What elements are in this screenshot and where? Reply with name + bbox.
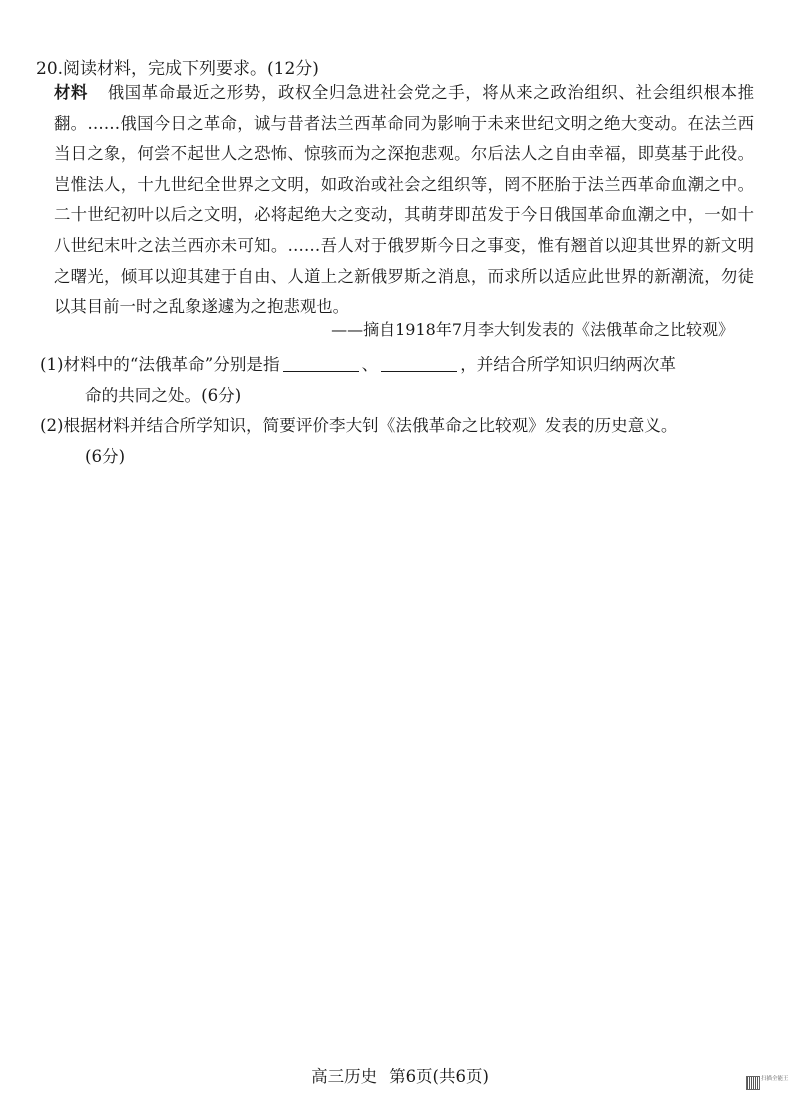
footer-subject: 高三历史	[311, 1067, 378, 1086]
page-footer	[0, 1066, 800, 1088]
sub-question-2-text: (2)根据材料并结合所学知识，简要评价李大钊《法俄革命之比较观》发表的历史意义。	[40, 416, 678, 435]
material-label: 材料	[54, 83, 89, 102]
material-text: 俄国革命最近之形势，政权全归急进社会党之手，将从来之政治组织、社会组织根本推翻。……俄国今日之革命，诚与昔者法兰西革命同为影响于未来世纪文明之绝大变动。在法兰西当日之象，何尝不起世人之恐怖、惊骇而为之深抱悲观。尔后法人之自由幸福，即莫基于此役。岂惟法人，十九世纪全世界之文明，如政治或社会之组织等，罔不胚胎于法兰西革命血潮之中。二十世纪初叶以后之文明，必将起绝大之变动，其萌芽即茁发于今日俄国革命血潮之中，一如十八世纪末叶之法兰西亦未可知。……吾人对于俄罗斯今日之事变，惟有翘首以迎其世界的新文明之曙光，倾耳以迎其建于自由、人道上之新俄罗斯之消息，而求所以适应此世界的新潮流，勿徒以其目前一时之乱象遂遽为之抱悲观也。	[54, 83, 755, 317]
scanner-qr-icon	[746, 1076, 760, 1090]
sub-question-1-separator: 、	[361, 355, 379, 374]
sub-question-2-score: (6分)	[85, 447, 126, 466]
material-paragraph	[54, 78, 754, 323]
sub-question-1-text-b: ，并结合所学知识归纳两次革	[460, 355, 676, 374]
scanner-watermark: 扫描全能王	[761, 1076, 789, 1082]
sub-question-2	[40, 410, 740, 472]
footer-page-number: 第6页(共6页)	[389, 1067, 489, 1086]
sub-question-1	[40, 349, 740, 411]
sub-question-1-continuation: 命的共同之处。(6分)	[85, 386, 242, 405]
question-heading: 20.阅读材料，完成下列要求。(12分)	[36, 59, 319, 79]
material-source: ——摘自1918年7月李大钊发表的《法俄革命之比较观》	[331, 320, 734, 339]
answer-blank-2[interactable]	[381, 354, 457, 372]
sub-question-1-text-a: (1)材料中的“法俄革命”分别是指	[40, 355, 280, 374]
answer-blank-1[interactable]	[283, 354, 359, 372]
